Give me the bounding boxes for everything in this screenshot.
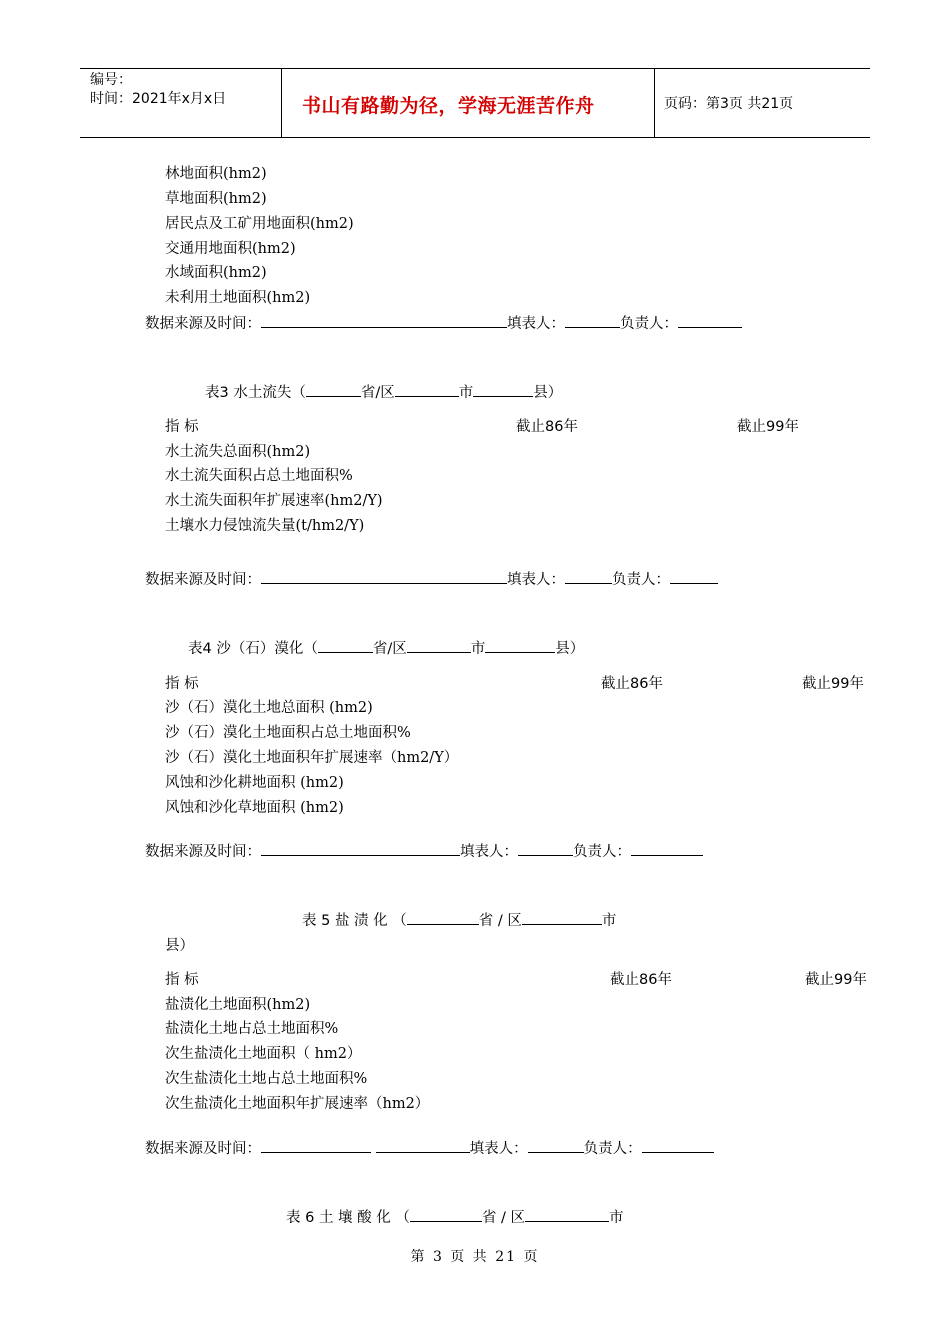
col-99: 截止99年	[802, 676, 864, 692]
page-info: 页码：第3页 共21页	[664, 96, 794, 112]
list-item: 未利用土地面积(hm2)	[165, 290, 311, 306]
date-label: 时间：2021年x月x日	[90, 91, 227, 107]
list-item: 次生盐渍化土地占总土地面积%	[165, 1071, 368, 1087]
table3-source-line	[145, 568, 718, 589]
filler-blank[interactable]	[565, 314, 620, 328]
filler-blank[interactable]	[528, 1139, 584, 1153]
source-label: 数据来源及时间：	[145, 572, 261, 588]
city-blank[interactable]	[407, 639, 471, 653]
list-item: 林地面积(hm2)	[165, 166, 267, 182]
header-meta	[90, 71, 226, 109]
table5-title-county: 县）	[165, 938, 194, 954]
col-indicator: 指 标	[165, 676, 199, 692]
source-label: 数据来源及时间：	[145, 316, 261, 332]
list-item: 水域面积(hm2)	[165, 265, 267, 281]
filler-blank[interactable]	[518, 842, 573, 856]
list-item: 居民点及工矿用地面积(hm2)	[165, 216, 354, 232]
col-86: 截止86年	[610, 972, 672, 988]
list-item: 沙（石）漠化土地面积年扩展速率（hm2/Y）	[165, 750, 459, 766]
col-99: 截止99年	[805, 972, 867, 988]
header-divider	[281, 69, 282, 137]
list-item: 次生盐渍化土地面积（ hm2）	[165, 1046, 362, 1062]
list-item: 水土流失总面积(hm2)	[165, 444, 311, 460]
province-blank[interactable]	[306, 383, 361, 397]
list-item: 风蚀和沙化草地面积 (hm2)	[165, 800, 344, 816]
owner-blank[interactable]	[642, 1139, 714, 1153]
county-blank[interactable]	[485, 639, 555, 653]
list-item: 草地面积(hm2)	[165, 191, 267, 207]
source-blank[interactable]	[261, 570, 507, 584]
owner-blank[interactable]	[678, 314, 742, 328]
header-divider	[654, 69, 655, 137]
list-item: 沙（石）漠化土地面积占总土地面积%	[165, 725, 411, 741]
county-blank[interactable]	[473, 383, 533, 397]
filler-label: 填表人：	[469, 1141, 528, 1157]
owner-label: 负责人：	[620, 316, 678, 332]
owner-label: 负责人：	[612, 572, 670, 588]
owner-blank[interactable]	[631, 842, 703, 856]
province-blank[interactable]	[410, 1208, 482, 1222]
list-item: 盐渍化土地占总土地面积%	[165, 1021, 339, 1037]
list-item: 沙（石）漠化土地总面积 (hm2)	[165, 700, 373, 716]
source-label: 数据来源及时间：	[145, 844, 261, 860]
filler-label: 填表人：	[507, 572, 565, 588]
table5-source-line	[145, 1137, 714, 1158]
serial-label: 编号：	[90, 72, 132, 88]
table2-source-line	[145, 312, 742, 333]
filler-blank[interactable]	[565, 570, 612, 584]
source-blank[interactable]	[261, 1139, 371, 1153]
list-item: 风蚀和沙化耕地面积 (hm2)	[165, 775, 344, 791]
list-item: 水土流失面积年扩展速率(hm2/Y)	[165, 493, 383, 509]
source-blank[interactable]	[261, 314, 507, 328]
col-86: 截止86年	[516, 419, 578, 435]
col-86: 截止86年	[601, 676, 663, 692]
table6-title: 表 6 土 壤 酸 化 （ 省 / 区 市	[286, 1210, 624, 1226]
list-item: 盐渍化土地面积(hm2)	[165, 997, 311, 1013]
city-blank[interactable]	[522, 911, 602, 925]
source-label: 数据来源及时间：	[145, 1141, 261, 1157]
list-item: 次生盐渍化土地面积年扩展速率（hm2）	[165, 1096, 430, 1112]
col-indicator: 指 标	[165, 419, 199, 435]
col-99: 截止99年	[737, 419, 799, 435]
source-blank[interactable]	[261, 842, 460, 856]
table5-title: 表 5 盐 渍 化 （ 省 / 区 市	[302, 913, 617, 929]
header-motto: 书山有路勤为径，学海无涯苦作舟	[302, 95, 595, 117]
owner-label: 负责人：	[583, 1141, 642, 1157]
city-blank[interactable]	[395, 383, 459, 397]
list-item: 水土流失面积占总土地面积%	[165, 468, 353, 484]
col-indicator: 指 标	[165, 972, 199, 988]
page-footer: 第 3 页 共 21 页	[410, 1249, 540, 1265]
source-blank-2[interactable]	[376, 1139, 470, 1153]
filler-label: 填表人：	[460, 844, 518, 860]
list-item: 土壤水力侵蚀流失量(t/hm2/Y)	[165, 518, 365, 534]
filler-label: 填表人：	[507, 316, 565, 332]
table4-title: 表4 沙（石）漠化（ 省/区 市 县）	[188, 641, 585, 657]
province-blank[interactable]	[318, 639, 373, 653]
table3-title: 表3 水土流失（ 省/区 市 县）	[205, 385, 563, 401]
table4-source-line	[145, 840, 703, 861]
province-blank[interactable]	[407, 911, 479, 925]
owner-blank[interactable]	[670, 570, 718, 584]
list-item: 交通用地面积(hm2)	[165, 241, 296, 257]
city-blank[interactable]	[525, 1208, 609, 1222]
page-header	[80, 68, 870, 138]
owner-label: 负责人：	[573, 844, 631, 860]
